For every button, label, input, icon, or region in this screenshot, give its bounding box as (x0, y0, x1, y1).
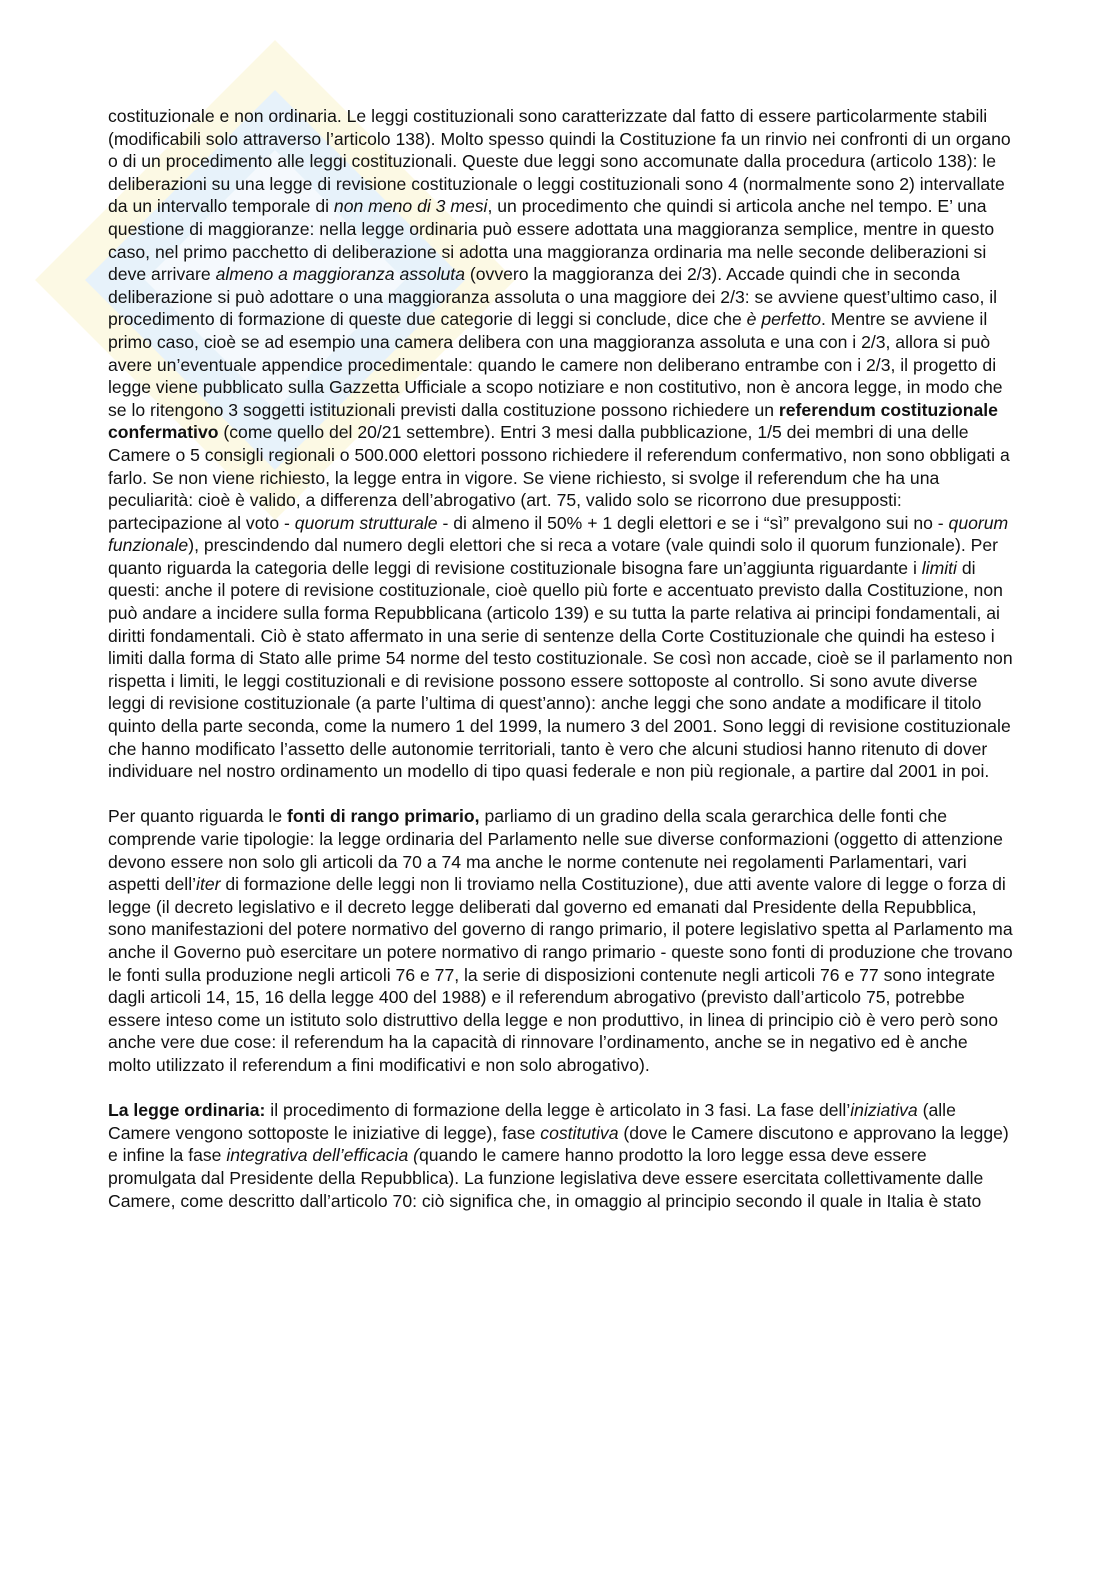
text-run: di questi: anche il potere di revisione costituzionale, cioè quello più forte e accentuato previsto dalla Costituzione, non può andare a incidere sulla forma Repubblicana (articolo 139) e su tutta la parte relativa ai principi fondamentali, ai diritti fondamentali. Ciò è stato affermato in una serie di sentenze della Corte Costituzionale che quindi ha esteso i limiti dalla forma di Stato alle prime 54 norme del testo costituzionale. Se così non accade, cioè se il parlamento non rispetta i limiti, le leggi costituzionali e di revisione possono essere sottoposte al controllo. Si sono avute diverse leggi di revisione costituzionale (a parte l’ultima di quest’anno): anche leggi che sono andate a modificare il titolo quinto della parte seconda, come la numero 1 del 1999, la numero 3 del 2001. Sono leggi di revisione costituzionale che hanno modificato l’assetto delle autonomie territoriali, tanto è vero che alcuni studiosi hanno ritenuto di dover individuare nel nostro ordinamento un modello di tipo quasi federale e non più regionale, a partire dal 2001 in poi. (108, 557, 1013, 782)
text-run: di formazione delle leggi non li troviamo nella Costituzione), due atti avente valore di legge o forza di legge (il decreto legislativo e il decreto legge deliberati dal governo ed emanati dal Presidente della Repubblica, sono manifestazioni del potere normativo del governo di rango primario, il potere legislativo spetta al Parlamento ma anche il Governo può esercitare un potere normativo di rango primario - queste sono fonti di produzione che trovano le fonti sulla produzione negli articoli 76 e 77, la serie di disposizioni contenute negli articoli 76 e 77 sono integrate dagli articoli 14, 15, 16 della legge 400 del 1988) e il referendum abrogativo (previsto dall’articolo 75, potrebbe essere inteso come un istituto solo distruttivo della legge e non produttivo, in linea di principio ciò è vero però sono anche vere due cose: il referendum ha la capacità di rinnovare l’ordinamento, anche se in negativo ed è anche molto utilizzato il referendum a fini modificativi e non solo abrogativo). (108, 874, 1013, 1075)
text-run: (alle Camere vengono sottoposte le iniziative di legge), fase (108, 1100, 956, 1143)
paragraph-fonti-rango-primario (108, 805, 1013, 1076)
text-run: parliamo di un gradino della scala gerarchica delle fonti che comprende varie tipologie: la legge ordinaria del Parlamento nelle sue diverse conformazioni (oggetto di attenzione devono essere non solo gli articoli da 70 a 74 ma anche le norme contenute nei regolamenti Parlamentari, vari aspetti dell’ (108, 806, 1003, 895)
text-run: ), prescindendo dal numero degli elettori che si reca a votare (vale quindi solo il quorum funzionale). Per quanto riguarda la categoria delle leggi di revisione costituzionale bisogna fare un’aggiunta riguardante i (108, 535, 998, 578)
text-run: costituzionale e non ordinaria. Le leggi costituzionali sono caratterizzate dal fatto di essere particolarmente stabili (modificabili solo attraverso l’articolo 138). Molto spesso quindi la Costituzione fa un rinvio nei confronti di un organo o di un procedimento alle leggi costituzionali. Queste due leggi sono accomunate dalla procedura (articolo 138): le deliberazioni su una legge di revisione costituzionale o leggi costituzionali sono 4 (normalmente sono 2) intervallate da un intervallo temporale di (108, 106, 1011, 217)
bold-term: La legge ordinaria: (108, 1100, 266, 1121)
bold-term: referendum costituzionale confermativo (108, 399, 998, 443)
italic-term: quorum funzionale (108, 512, 1009, 556)
text-run: il procedimento di formazione della legge è articolato in 3 fasi. La fase dell’ (265, 1100, 851, 1121)
italic-term: almeno a maggioranza assoluta (215, 264, 465, 285)
text-run: , un procedimento che quindi si articola anche nel tempo. E’ una questione di maggioranze: nella legge ordinaria può essere adottata una maggioranza semplice, mentre in questo caso, nel primo pacchetto di deliberazione si adotta una maggioranza ordinaria ma nelle seconde deliberazioni si deve arrivare (108, 196, 995, 285)
italic-term: limiti (921, 557, 957, 578)
text-run: . Mentre se avviene il primo caso, cioè se ad esempio una camera delibera con una maggioranza assoluta e una con i 2/3, allora si può avere un’eventuale appendice procedimentale: quando le camere non deliberano entrambe con i 2/3, il progetto di legge viene pubblicato sulla Gazzetta Ufficiale a scopo notiziare e non costitutivo, non è ancora legge, in modo che se lo ritengono 3 soggetti istituzionali previsti dalla costituzione possono richiedere un (108, 309, 1003, 420)
paragraph-legge-ordinaria (108, 1099, 1013, 1212)
bold-term: fonti di rango primario, (287, 806, 480, 827)
italic-term: iniziativa (850, 1100, 918, 1121)
italic-term: costitutiva (540, 1122, 619, 1143)
text-run: quando le camere hanno prodotto la loro legge essa deve essere promulgata dal Presidente della Repubblica). La funzione legislativa deve essere esercitata collettivamente dalle Camere, come descritto dall’articolo 70: ciò significa che, in omaggio al principio secondo il quale in Italia è stato (108, 1145, 984, 1211)
italic-term: quorum strutturale (294, 512, 438, 533)
paragraph-revisione-costituzionale (108, 105, 1013, 783)
text-run: (ovvero la maggioranza dei 2/3). Accade quindi che in seconda deliberazione si può adottare o una maggioranza assoluta o una maggiore dei 2/3: se avviene quest’ultimo caso, il procedimento di formazione di queste due categorie di leggi si conclude, dice che (108, 264, 998, 330)
text-run: (dove le Camere discutono e approvano la legge) e infine la fase (108, 1122, 1009, 1166)
text-run: (come quello del 20/21 settembre). Entri 3 mesi dalla pubblicazione, 1/5 dei membri di una delle Camere o 5 consigli regionali o 500.000 elettori possono richiedere il referendum confermativo, non sono obbligati a farlo. Se non viene richiesto, la legge entra in vigore. Se viene richiesto, si svolge il referendum che ha una peculiarità: cioè è valido, a differenza dell’abrogativo (art. 75, valido solo se ricorrono due presupposti: partecipazione al voto - (108, 422, 1010, 533)
text-run: - di almeno il 50% + 1 degli elettori e se i “sì” prevalgono sui no - (437, 512, 949, 533)
italic-term: integrativa dell’efficacia ( (226, 1145, 420, 1166)
document-page (108, 105, 1013, 1212)
italic-term: è perfetto (746, 309, 821, 330)
italic-term: iter (196, 874, 221, 895)
italic-term: non meno di 3 mesi (333, 196, 488, 217)
text-run: Per quanto riguarda le (108, 806, 287, 827)
